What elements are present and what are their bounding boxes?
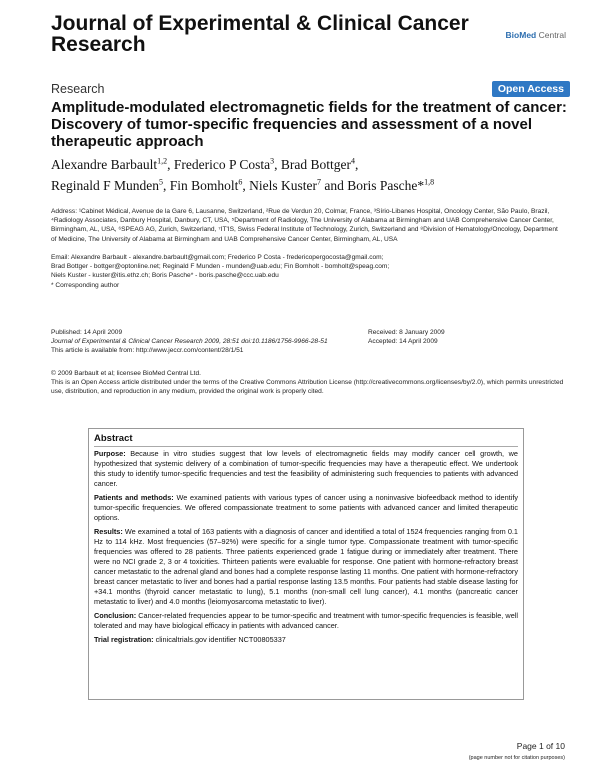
article-url[interactable]: This article is available from: http://www.jeccr.com/content/28/1/51 xyxy=(51,347,244,355)
journal-title: Journal of Experimental & Clinical Cancer Research xyxy=(51,12,469,56)
logo-central: Central xyxy=(536,30,566,40)
author: Boris Pasche*$^{1,8}$ xyxy=(347,177,435,193)
abstract-results: Results: We examined a total of 163 patients with a diagnosis of cancer and identified a total of 1524 frequencies ranging from 0.1 Hz to 114 kHz. Most frequencies (57–92%) were specific for a single tumor type. Compassionate treatment with tumor-specific frequencies was offered to 28 patients. Three patients experienced grade 1 fatigue during or immediately after treatment. There were no NCI grade 2, 3 or 4 toxicities. Thirteen patients were evaluable for response. One patient with hormone-refractory breast cancer metastatic to the adrenal gland and bones had a complete response lasting 11 months. One patient with hormone-refractory breast cancer metastatic to liver and bones had a partial response lasting 13.5 months. Four patients had stable disease lasting for +34.1 months (thyroid cancer metastatic to lung), 5.1 months (non-small cell lung cancer), 4.1 months (pancreatic cancer metastatic to liver) and 4.0 months (leiomyosarcoma metastatic to liver). xyxy=(94,526,518,607)
license-block xyxy=(51,369,571,397)
received-date: Received: 8 January 2009 xyxy=(368,329,445,336)
abstract-conclusion: Conclusion: Cancer-related frequencies appear to be tumor-specific and treatment with tumor-specific frequencies is feasible, well tolerated and may have biological efficacy in patients with advanced cancer. xyxy=(94,610,518,630)
published-date: Published: 14 April 2009 xyxy=(51,329,123,336)
abstract-heading: Abstract xyxy=(94,433,133,444)
abstract-trial-registration: Trial registration: clinicaltrials.gov identifier NCT00805337 xyxy=(94,634,286,644)
abstract-purpose: Purpose: Because in vitro studies suggest that low levels of electromagnetic fields may modify cancer cell growth, we hypothesized that systemic delivery of a combination of tumor-specific frequencies may have a therapeutic effect. We undertook this study to identify tumor-specific frequencies and test the feasibility of administering such frequencies to patients with advanced cancer. xyxy=(94,449,518,489)
copyright-line: © 2009 Barbault et al; licensee BioMed Central Ltd. xyxy=(51,370,202,377)
email-line: Brad Bottger - bottger@optonline.net; Reginald F Munden - munden@uab.edu; Fin Bomholt - bomholt@speag.com; xyxy=(51,263,390,271)
section-label: Research xyxy=(51,82,105,96)
received-accepted-dates xyxy=(368,328,568,346)
author-list xyxy=(51,152,571,195)
affiliations: Address: ¹Cabinet Médical, Avenue de la Gare 6, Lausanne, Switzerland, ²Rue de Verdun 20, Colmar, France, ³Sírio-Libanes Hospital, Oncology Center, São Paulo, Brazil, ⁴Radiology Associates, Danbury Hospital, Danbury, CT, USA, ⁵Department of Radiology, The University of Alabama at Birmingham and UAB Comprehensive Cancer Center, Birmingham, AL, USA, ⁶SPEAG AG, Zurich, Switzerland, ⁷IT'IS, Swiss Federal Institute of Technology, Zurich, Switzerland and ⁸Division of Hematology/Oncology, Department of Medicine, The University of Alabama at Birmingham and UAB Comprehensive Cancer Center, Birmingham, AL, USA xyxy=(51,208,558,243)
open-access-badge: Open Access xyxy=(492,81,570,97)
logo-med: Med xyxy=(519,30,537,40)
abstract-divider xyxy=(94,446,518,447)
abstract-methods: Patients and methods: We examined patients with various types of cancer using a noninvasive biofeedback method to identify tumor-specific frequencies. We offered compassionate treatment to some patients with advanced cancer and limited therapeutic options. xyxy=(94,492,519,523)
page-number: Page 1 of 10 xyxy=(516,741,565,751)
corresponding-author-note: * Corresponding author xyxy=(51,281,120,289)
email-line: Email: Alexandre Barbault - alexandre.barbault@gmail.com; Frederico P Costa - fredericopergocosta@gmail.com; xyxy=(51,254,384,261)
citation: Journal of Experimental & Clinical Cancer Research 2009, 28:51 doi:10.1186/1756-9966-28-51 xyxy=(51,338,328,346)
accepted-date: Accepted: 14 April 2009 xyxy=(368,338,438,346)
author: Reginald F Munden$^5$, xyxy=(51,177,170,193)
publication-info xyxy=(51,328,381,356)
biomed-central-logo xyxy=(506,30,566,40)
author: Frederico P Costa$^3$, xyxy=(173,156,281,172)
author: Fin Bomholt$^6$, xyxy=(169,177,250,193)
abstract-body xyxy=(94,449,518,648)
license-text: This is an Open Access article distributed under the terms of the Creative Commons Attribution License (http://creativecommons.org/licenses/by/2.0), which permits unrestricted use, distribution, and reproduction in any medium, provided the original work is properly cited. xyxy=(51,379,564,396)
author: Niels Kuster$^7$ and xyxy=(249,177,348,193)
logo-bio: Bio xyxy=(505,30,520,40)
author: Brad Bottger$^4$, xyxy=(280,156,359,172)
abstract-box xyxy=(88,428,524,700)
author: Alexandre Barbault$^{1,2}$, xyxy=(51,156,174,172)
page-number-note: (page number not for citation purposes) xyxy=(468,755,565,761)
email-block xyxy=(51,253,561,290)
email-line: Niels Kuster - kuster@itis.ethz.ch; Boris Pasche* - boris.pasche@ccc.uab.edu xyxy=(51,272,279,280)
article-title: Amplitude-modulated electromagnetic fields for the treatment of cancer: Discovery of tumor-specific frequencies and assessment of a novel therapeutic approach xyxy=(51,99,567,150)
